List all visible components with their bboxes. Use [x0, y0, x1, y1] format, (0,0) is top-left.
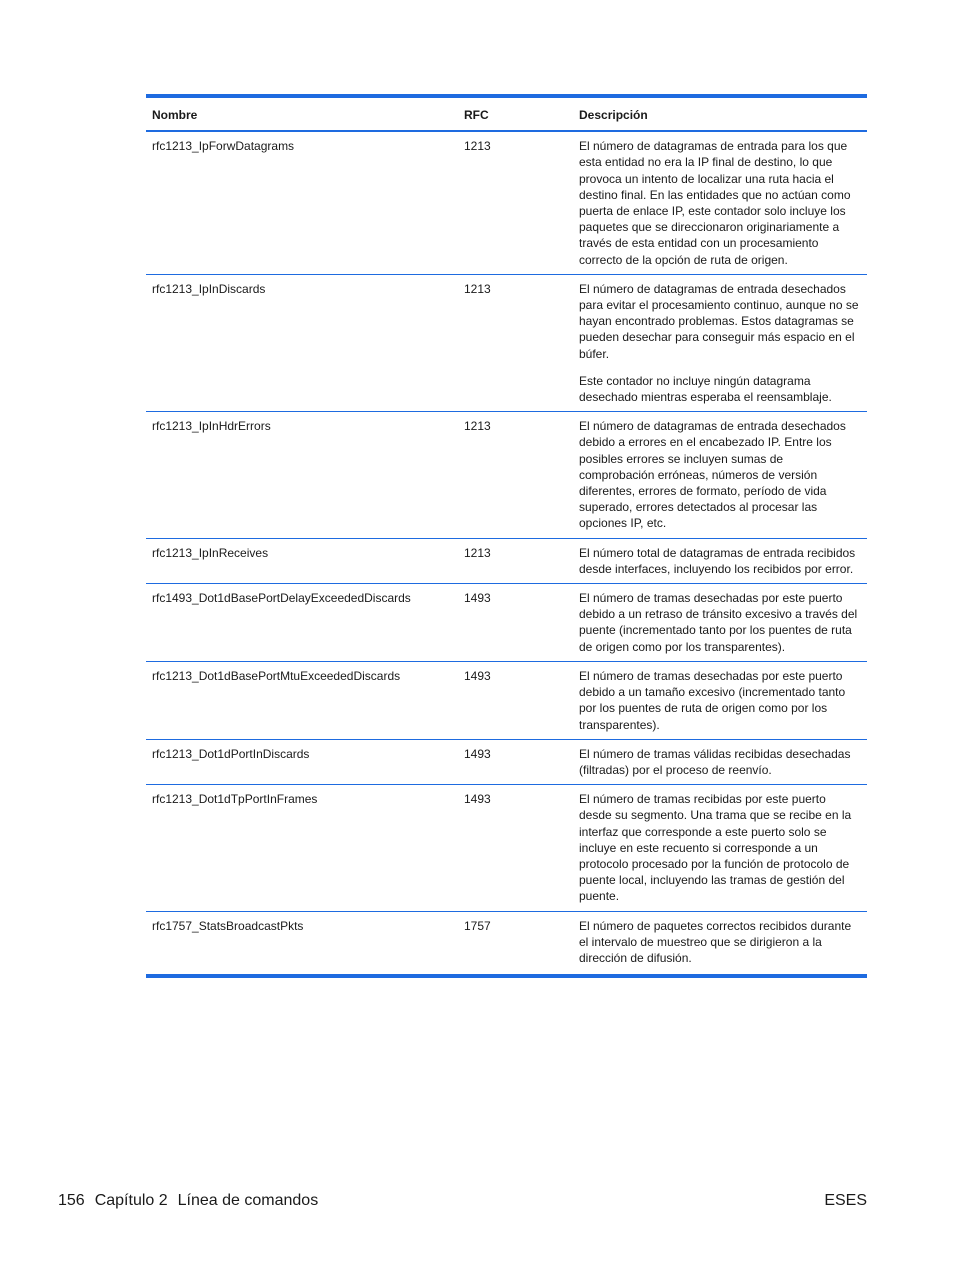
table-row	[146, 584, 867, 662]
row-rfc: 1493	[458, 739, 573, 784]
table-row	[146, 739, 867, 784]
table-row	[146, 785, 867, 911]
chapter-label: Capítulo 2	[94, 1192, 168, 1209]
table-row	[146, 412, 867, 538]
row-description	[573, 785, 867, 911]
description-paragraph: El número de datagramas de entrada para los que esta entidad no era la IP final de destino, lo que provoca un intento de localizar una ruta hacia el destino final. En las entidades que no actúan como puerta de enlace IP, este contador solo incluye los paquetes que se direccionaron originariamente a través de esta entidad con un procesamiento correcto de la opción de ruta de origen.	[579, 139, 851, 267]
row-name: rfc1213_Dot1dBasePortMtuExceededDiscards	[146, 661, 458, 739]
row-description	[573, 274, 867, 411]
row-rfc: 1213	[458, 274, 573, 411]
row-rfc: 1493	[458, 584, 573, 662]
row-description	[573, 661, 867, 739]
table-row	[146, 661, 867, 739]
description-paragraph: El número de datagramas de entrada desechados debido a errores en el encabezado IP. Entre los posibles errores se incluyen sumas de comprobación erróneas, números de versión diferentes, errores de formato, período de vida superado, errores detectados al procesar las opciones IP, etc.	[579, 419, 846, 531]
row-rfc: 1213	[458, 538, 573, 583]
description-paragraph: El número total de datagramas de entrada recibidos desde interfaces, incluyendo los recibidos por error.	[579, 545, 856, 576]
header-descripcion: Descripción	[573, 96, 867, 131]
row-description	[573, 131, 867, 274]
row-name: rfc1213_Dot1dPortInDiscards	[146, 739, 458, 784]
row-description	[573, 412, 867, 538]
row-name: rfc1213_IpForwDatagrams	[146, 131, 458, 274]
row-rfc: 1213	[458, 412, 573, 538]
row-description	[573, 538, 867, 583]
description-paragraph: El número de tramas válidas recibidas desechadas (filtradas) por el proceso de reenvío.	[579, 746, 851, 777]
page-number: 156	[58, 1192, 85, 1209]
footer-left	[58, 1191, 318, 1211]
row-name: rfc1213_Dot1dTpPortInFrames	[146, 785, 458, 911]
description-paragraph: El número de tramas recibidas por este puerto desde su segmento. Una trama que se recibe en la interfaz que corresponde a este puerto solo se incluye en este recuento si corresponde a un protocolo procesado por la función de protocolo de puente local, incluyendo las tramas de gestión del puente.	[579, 792, 852, 904]
row-rfc: 1757	[464, 918, 491, 933]
row-rfc: 1493	[458, 785, 573, 911]
table-row	[146, 911, 867, 976]
chapter-title: Línea de comandos	[177, 1192, 319, 1209]
description-paragraph: Este contador no incluye ningún datagrama desechado mientras esperaba el reensamblaje.	[579, 373, 832, 405]
description-paragraph: El número de tramas desechadas por este puerto debido a un tamaño excesivo (incrementado tanto por los puentes de ruta de origen como por los transparentes).	[579, 668, 846, 732]
header-rfc: RFC	[458, 96, 573, 131]
row-description	[573, 911, 867, 976]
table-row	[146, 538, 867, 583]
row-name: rfc1493_Dot1dBasePortDelayExceededDiscards	[146, 584, 458, 662]
description-paragraph: El número de datagramas de entrada desechados para evitar el procesamiento continuo, aunque no se hayan encontrado problemas. Estos datagramas se pueden desechar para conseguir más espacio en el búfer.	[579, 281, 859, 361]
row-name: rfc1213_IpInDiscards	[146, 274, 458, 411]
row-rfc: 1213	[458, 131, 573, 274]
row-description	[573, 739, 867, 784]
table-header-row	[146, 96, 867, 131]
table-row	[146, 131, 867, 274]
row-name: rfc1213_IpInReceives	[146, 538, 458, 583]
table-row	[146, 274, 867, 411]
row-rfc: 1493	[458, 661, 573, 739]
description-paragraph: El número de paquetes correctos recibidos durante el intervalo de muestreo que se dirigieron a la dirección de difusión.	[579, 918, 852, 965]
header-nombre: Nombre	[146, 96, 458, 131]
locale-code: ESES	[824, 1192, 867, 1209]
row-name: rfc1213_IpInHdrErrors	[146, 412, 458, 538]
description-paragraph: El número de tramas desechadas por este puerto debido a un retraso de tránsito excesivo a través del puente (incrementado tanto por los puentes de ruta de origen como por los transparentes).	[579, 591, 858, 654]
row-name: rfc1757_StatsBroadcastPkts	[152, 918, 304, 933]
row-description	[573, 584, 867, 662]
mib-objects-table	[146, 94, 867, 978]
